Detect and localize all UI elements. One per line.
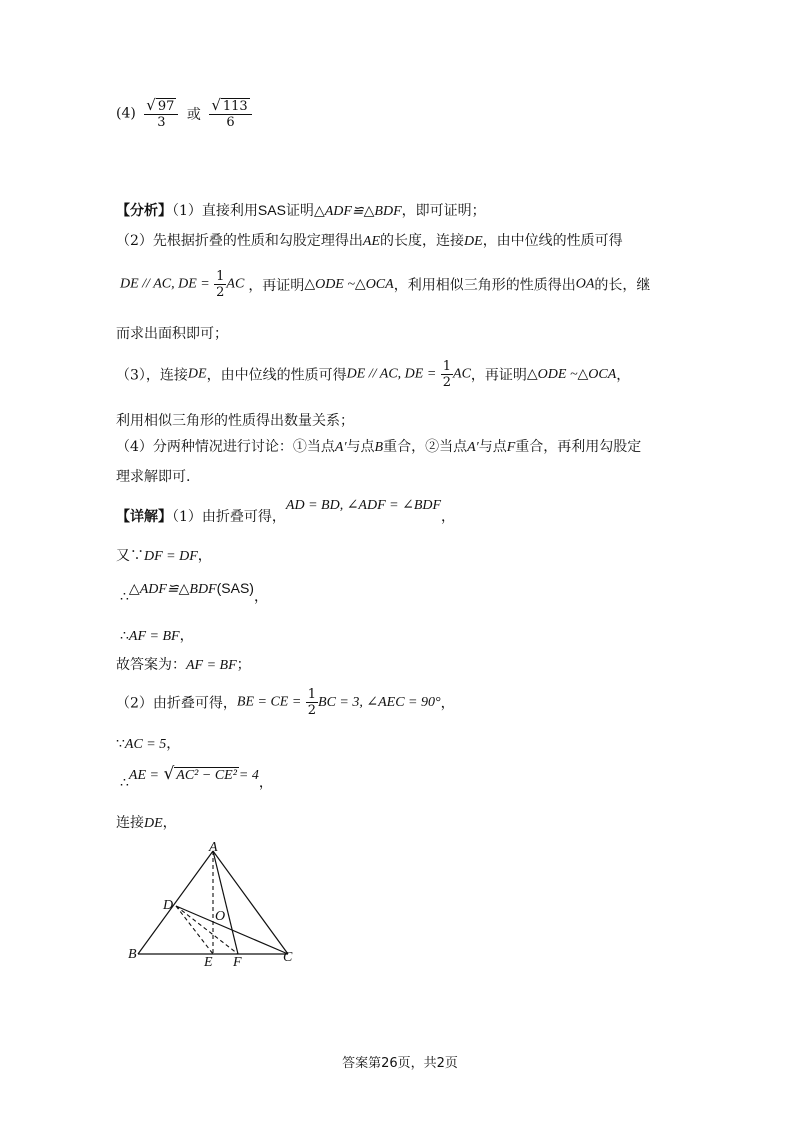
text: ， (166, 736, 181, 752)
text: ，由中位线的性质可得 (206, 367, 347, 384)
math: △ADF≌△BDF (313, 204, 402, 219)
text: SAS (257, 202, 286, 218)
text: ， (440, 695, 455, 712)
math: DE (144, 816, 163, 831)
math: AC (453, 366, 471, 382)
text: ，由中位线的性质可得 (482, 233, 623, 249)
analysis-line-6: 利用相似三角形的性质得出数量关系； (116, 413, 354, 429)
numerator: 1 (442, 359, 452, 374)
triangle-figure (120, 840, 310, 970)
math: DE (187, 366, 207, 382)
math: = 4 (238, 768, 259, 783)
math: DE // AC, DE = (346, 366, 437, 382)
analysis-line-3 (120, 270, 650, 299)
math: BE = CE = (236, 694, 302, 710)
or-word: 或 (186, 106, 201, 123)
math: △ODE ~△OCA (526, 367, 617, 382)
text: （1）由折叠可得， (172, 509, 286, 525)
answer-4-line (116, 98, 252, 129)
answer-1-denominator: 3 (157, 115, 166, 130)
text: （2）由折叠可得， (116, 695, 237, 712)
text: 重合，再利用勾股定 (515, 439, 642, 455)
math: AF = BF (186, 658, 237, 673)
numerator: 1 (307, 687, 317, 702)
math: AC = 5 (124, 737, 167, 752)
analysis-tag: 【分析】 (116, 203, 172, 219)
question-number: (4) (116, 105, 136, 122)
math: DE (464, 234, 483, 249)
math: AE (362, 234, 381, 249)
text: ， (441, 509, 456, 525)
fraction-half (306, 688, 318, 717)
text: 的长度，连接 (380, 233, 465, 249)
math: A′ (334, 440, 347, 455)
text: 连接 (116, 815, 144, 831)
label-D: D (163, 898, 174, 913)
text: ∴ (120, 775, 129, 791)
detail-line-2 (116, 545, 212, 565)
analysis-line-5 (116, 360, 630, 389)
text: ， (162, 815, 177, 831)
label-A: A (209, 840, 218, 855)
analysis-line-1 (116, 200, 486, 220)
detail-line-5 (116, 654, 251, 674)
math: DF = DF (144, 549, 198, 564)
fraction-half (214, 270, 226, 299)
math: AC (226, 276, 245, 292)
text: ； (236, 657, 251, 673)
text: ，即可证明； (401, 203, 486, 219)
detail-tag: 【详解】 (116, 509, 172, 525)
label-B: B (128, 947, 137, 962)
math: AD = BD, ∠ADF = ∠BDF (285, 498, 442, 513)
denominator: 2 (216, 285, 225, 300)
text: （2）先根据折叠的性质和勾股定理得出 (116, 233, 363, 249)
detail-line-6 (116, 688, 455, 717)
segment-DE (176, 906, 213, 954)
text: ， (616, 367, 631, 384)
label-F: F (233, 955, 242, 970)
math: △ODE ~△OCA (304, 277, 394, 292)
math: △ADF≌△BDF (128, 582, 217, 597)
text: ， (253, 589, 268, 605)
detail-line-9 (116, 812, 177, 832)
text: (SAS) (216, 580, 254, 596)
answer-2-denominator: 6 (226, 115, 235, 130)
segment-AB (138, 851, 213, 954)
text: （3），连接 (116, 367, 188, 384)
sqrt-expression: √ AC² − CE² (163, 764, 237, 784)
analysis-line-7 (116, 436, 641, 456)
answer-fraction-1: $\frac{√ 97}{3}$ (144, 98, 178, 129)
math: DE // AC, DE = (120, 276, 210, 292)
text: ∴ (120, 589, 129, 605)
fraction-half (441, 360, 453, 389)
text: 与点 (478, 439, 507, 455)
text: 与点 (346, 439, 375, 455)
text: ，利用相似三角形的性质得出 (393, 277, 576, 294)
segment-AF (213, 851, 238, 954)
page-footer: 答案第26页，共2页 (342, 1056, 458, 1071)
detail-line-7 (116, 733, 180, 753)
math: AE = (128, 768, 159, 783)
text: 的长，继 (594, 277, 651, 294)
detail-line-8 (120, 764, 273, 791)
text: ，再证明 (248, 277, 305, 294)
label-O: O (215, 909, 226, 924)
answer-fraction-2: $\frac{√ 113}{6}$ (209, 98, 251, 129)
math: AF = BF (128, 629, 180, 644)
math: B (374, 440, 384, 455)
radicand: AC² − CE² (176, 768, 237, 783)
answer-2-radicand: 113 (222, 99, 248, 114)
detail-line-3 (120, 578, 268, 605)
analysis-line-4: 而求出面积即可； (116, 326, 228, 342)
text: ，再证明 (470, 367, 527, 384)
text: ， (179, 628, 194, 644)
numerator: 1 (216, 269, 225, 284)
detail-line-1 (116, 498, 456, 526)
math: OA (575, 276, 595, 292)
math: F (506, 440, 516, 455)
text: ∵ (116, 736, 125, 752)
text: 故答案为： (116, 657, 186, 673)
label-C: C (283, 950, 293, 965)
text: （4）分两种情况进行讨论：①当点 (116, 439, 335, 455)
text: ， (258, 775, 273, 791)
detail-line-4 (120, 625, 194, 645)
text: 又∵ (116, 548, 144, 564)
text: 重合，②当点 (383, 439, 468, 455)
text: （1）直接利用 (172, 203, 258, 219)
analysis-line-8: 理求解即可. (116, 469, 191, 485)
denominator: 2 (442, 375, 452, 390)
math: A′ (467, 440, 479, 455)
answer-1-radicand: 97 (157, 99, 175, 114)
text: ， (197, 548, 212, 564)
math: BC = 3, ∠AEC = 90° (318, 695, 441, 710)
denominator: 2 (307, 703, 317, 718)
text: 证明 (285, 203, 314, 219)
analysis-line-2 (116, 230, 623, 250)
label-E: E (204, 955, 213, 970)
text: ∴ (120, 628, 129, 644)
